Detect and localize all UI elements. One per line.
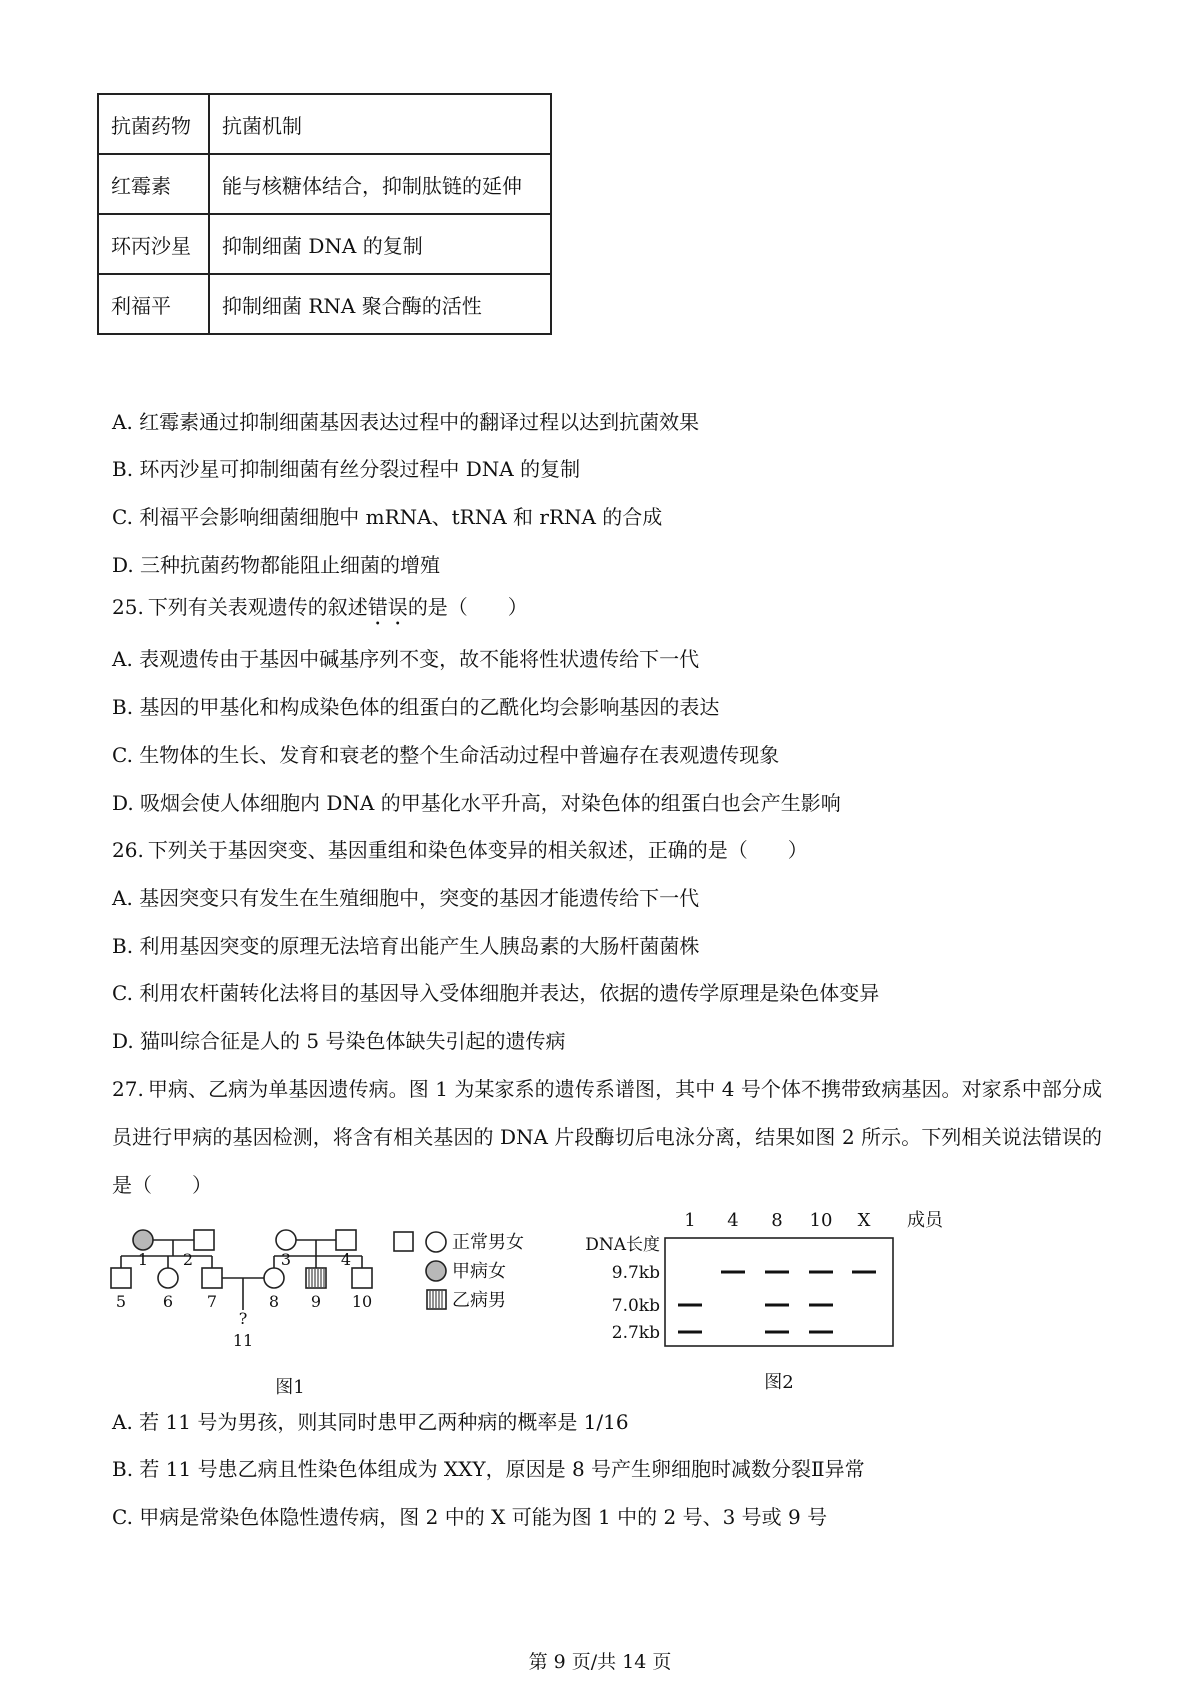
q27-stem-text: 甲病、乙病为单基因遗传病。图 1 为某家系的遗传系谱图，其中 4 号个体不携带致病基因。对家系中部分成员进行甲病的基因检测，将含有相关基因的 DNA 片段酶切后电泳分离，结果如图 2 所示。下列相关说法错误的是（ ） bbox=[112, 1077, 1102, 1197]
drug-name-cell: 红霉素 bbox=[98, 154, 209, 214]
dna-band bbox=[721, 1271, 745, 1274]
member-label: 8 bbox=[268, 1292, 280, 1311]
pedigree-female-6 bbox=[158, 1268, 178, 1288]
dna-band bbox=[852, 1271, 876, 1274]
q27-option-c: C. 甲病是常染色体隐性遗传病，图 2 中的 X 可能为图 1 中的 2 号、3 号或 9 号 bbox=[112, 1505, 828, 1529]
antibiotic-table bbox=[97, 93, 552, 335]
table-row bbox=[98, 274, 551, 334]
legend-label: 正常男女 bbox=[452, 1232, 524, 1253]
legend-normal-male-icon bbox=[394, 1232, 413, 1251]
q25-option-d: D. 吸烟会使人体细胞内 DNA 的甲基化水平升高，对染色体的组蛋白也会产生影响 bbox=[112, 791, 841, 815]
pedigree-legend bbox=[394, 1232, 524, 1311]
lanes-title: 成员 bbox=[907, 1210, 943, 1231]
q25-option-b: B. 基因的甲基化和构成染色体的组蛋白的乙酰化均会影响基因的表达 bbox=[112, 695, 720, 719]
gel-box bbox=[665, 1238, 893, 1346]
table-row bbox=[98, 154, 551, 214]
table-header-cell: 抗菌机制 bbox=[209, 94, 551, 154]
figure1-caption: 图1 bbox=[275, 1377, 305, 1398]
member-label: 6 bbox=[162, 1292, 174, 1311]
member-label: 11 bbox=[232, 1331, 254, 1350]
lane-label: 10 bbox=[809, 1210, 833, 1231]
mechanism-cell: 抑制细菌 DNA 的复制 bbox=[209, 214, 551, 274]
q25-stem-text: 下列有关表观遗传的叙述 bbox=[147, 595, 368, 619]
pedigree-figure bbox=[100, 1210, 570, 1400]
pedigree-female-8 bbox=[264, 1268, 284, 1288]
dna-band bbox=[678, 1304, 702, 1307]
page-footer: 第 9 页/共 14 页 bbox=[528, 1651, 672, 1673]
table-row bbox=[98, 214, 551, 274]
member-label: 7 bbox=[206, 1292, 218, 1311]
q25-stem bbox=[112, 593, 528, 630]
electrophoresis-figure bbox=[565, 1205, 965, 1400]
q26-option-d: D. 猫叫综合征是人的 5 号染色体缺失引起的遗传病 bbox=[112, 1029, 566, 1053]
q27-stem bbox=[112, 1065, 1102, 1209]
unknown-mark: ? bbox=[238, 1309, 248, 1328]
band-size-label: 7.0kb bbox=[611, 1296, 660, 1316]
member-label: 10 bbox=[351, 1292, 373, 1311]
q27-option-b: B. 若 11 号患乙病且性染色体组成为 XXY，原因是 8 号产生卵细胞时减数分裂Ⅱ异常 bbox=[112, 1457, 865, 1481]
q26-stem-text: 下列关于基因突变、基因重组和染色体变异的相关叙述，正确的是（ ） bbox=[147, 838, 808, 862]
q24-option-d: D. 三种抗菌药物都能阻止细菌的增殖 bbox=[112, 553, 441, 577]
q26-option-b: B. 利用基因突变的原理无法培育出能产生人胰岛素的大肠杆菌菌株 bbox=[112, 934, 700, 958]
dna-band bbox=[678, 1331, 702, 1334]
q26-option-a: A. 基因突变只有发生在生殖细胞中，突变的基因才能遗传给下一代 bbox=[112, 886, 700, 910]
lane-label: 4 bbox=[727, 1210, 739, 1231]
figure2-caption: 图2 bbox=[764, 1372, 794, 1393]
table-header-cell: 抗菌药物 bbox=[98, 94, 209, 154]
legend-normal-female-icon bbox=[426, 1232, 446, 1252]
legend-label: 乙病男 bbox=[452, 1290, 506, 1311]
band-size-label: 9.7kb bbox=[611, 1263, 660, 1283]
q26-option-c: C. 利用农杆菌转化法将目的基因导入受体细胞并表达，依据的遗传学原理是染色体变异 bbox=[112, 981, 880, 1005]
pedigree-male-2 bbox=[194, 1230, 214, 1250]
drug-name-cell: 环丙沙星 bbox=[98, 214, 209, 274]
dna-band bbox=[809, 1331, 833, 1334]
lane-label: X bbox=[857, 1210, 871, 1231]
y-title: DNA长度 bbox=[585, 1235, 660, 1255]
q25-stem-emphasis: 错误 bbox=[367, 595, 408, 619]
pedigree-female-3 bbox=[276, 1230, 296, 1250]
mechanism-cell: 能与核糖体结合，抑制肽链的延伸 bbox=[209, 154, 551, 214]
member-label: 4 bbox=[340, 1250, 352, 1269]
q25-stem-text-end: 的是（ ） bbox=[407, 595, 528, 619]
pedigree-male-10 bbox=[352, 1268, 372, 1288]
question-number: 25. bbox=[112, 595, 144, 619]
pedigree-male-affected-9 bbox=[306, 1268, 326, 1288]
lane-label: 1 bbox=[684, 1210, 696, 1231]
mechanism-cell: 抑制细菌 RNA 聚合酶的活性 bbox=[209, 274, 551, 334]
q27-option-a: A. 若 11 号为男孩，则其同时患甲乙两种病的概率是 1/16 bbox=[112, 1410, 629, 1434]
member-label: 2 bbox=[182, 1250, 194, 1269]
q24-option-c: C. 利福平会影响细菌细胞中 mRNA、tRNA 和 rRNA 的合成 bbox=[112, 505, 663, 529]
dna-band bbox=[809, 1304, 833, 1307]
member-label: 1 bbox=[137, 1250, 149, 1269]
member-label: 5 bbox=[115, 1292, 127, 1311]
band-size-label: 2.7kb bbox=[611, 1323, 660, 1343]
question-number: 26. bbox=[112, 838, 144, 862]
q24-option-b: B. 环丙沙星可抑制细菌有丝分裂过程中 DNA 的复制 bbox=[112, 457, 581, 481]
q26-stem bbox=[112, 836, 808, 864]
drug-name-cell: 利福平 bbox=[98, 274, 209, 334]
q25-option-a: A. 表观遗传由于基因中碱基序列不变，故不能将性状遗传给下一代 bbox=[112, 647, 700, 671]
member-label: 3 bbox=[280, 1250, 292, 1269]
dna-band bbox=[765, 1304, 789, 1307]
legend-affected-male-icon bbox=[427, 1290, 446, 1309]
pedigree-male-4 bbox=[336, 1230, 356, 1250]
question-number: 27. bbox=[112, 1077, 144, 1101]
pedigree-male-7 bbox=[202, 1268, 222, 1288]
dna-band bbox=[765, 1271, 789, 1274]
legend-label: 甲病女 bbox=[452, 1261, 506, 1282]
pedigree-male-5 bbox=[111, 1268, 131, 1288]
dna-band bbox=[765, 1331, 789, 1334]
pedigree-female-affected-1 bbox=[133, 1230, 153, 1250]
q25-option-c: C. 生物体的生长、发育和衰老的整个生命活动过程中普遍存在表观遗传现象 bbox=[112, 743, 780, 767]
lane-label: 8 bbox=[771, 1210, 783, 1231]
member-label: 9 bbox=[310, 1292, 322, 1311]
dna-band bbox=[809, 1271, 833, 1274]
table-header-row bbox=[98, 94, 551, 154]
legend-affected-female-icon bbox=[426, 1261, 446, 1281]
q24-option-a: A. 红霉素通过抑制细菌基因表达过程中的翻译过程以达到抗菌效果 bbox=[112, 410, 700, 434]
